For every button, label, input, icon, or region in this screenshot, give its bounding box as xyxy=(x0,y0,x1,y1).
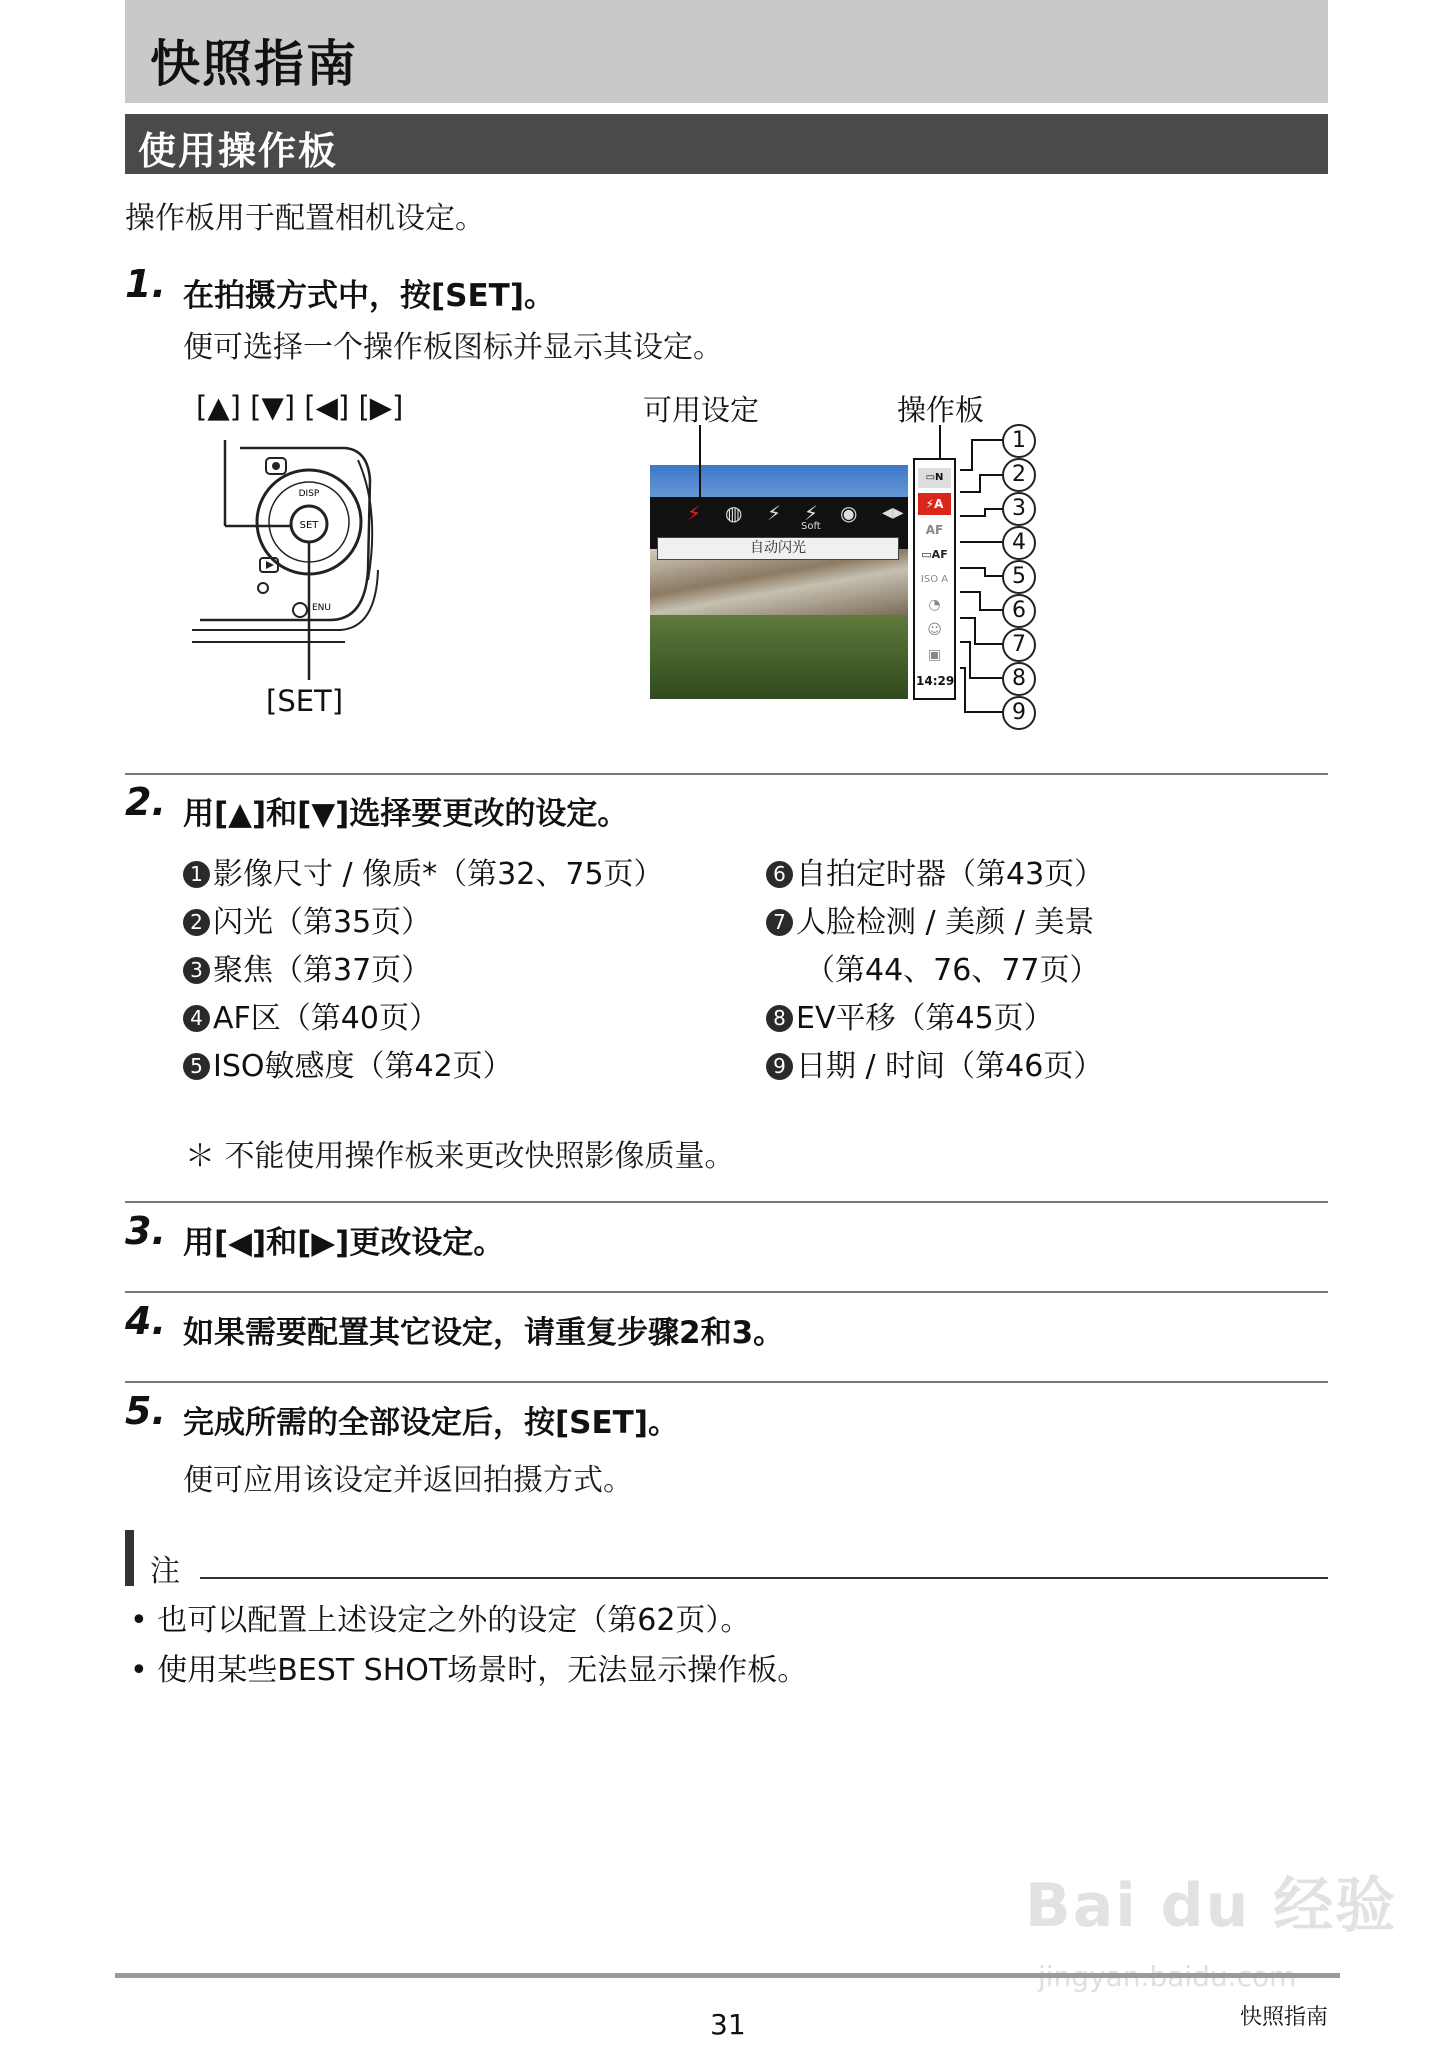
scroll-arrows-icon: ◀▶ xyxy=(882,505,904,521)
panel-number-1: 1 xyxy=(1002,424,1036,458)
step-1-number: 1. xyxy=(125,262,166,306)
control-panel-label: 操作板 xyxy=(897,393,985,427)
note-item: • 使用某些BEST SHOT场景时，无法显示操作板。 xyxy=(130,1653,808,1688)
step-5-title: 完成所需的全部设定后，按[SET]。 xyxy=(183,1405,679,1441)
redeye-icon: ◍ xyxy=(725,501,743,525)
chapter-title: 快照指南 xyxy=(150,35,358,93)
option-image-size: 1 影像尺寸 / 像质*（第32、75页） xyxy=(183,849,664,893)
panel-icon-ev-shift: ▣ xyxy=(927,647,942,663)
panel-number-9: 9 xyxy=(1002,696,1036,730)
footnote: ＊ 不能使用操作板来更改快照影像质量。 xyxy=(185,1139,735,1174)
menu-text: ENU xyxy=(312,603,332,613)
panel-icon-self-timer: ◔ xyxy=(928,597,941,613)
disp-text: DISP xyxy=(298,489,320,499)
option-flash: 2 闪光（第35页） xyxy=(183,897,431,941)
option-ev-shift: 8 EV平移（第45页） xyxy=(766,993,1054,1037)
step-4-title: 如果需要配置其它设定，请重复步骤2和3。 xyxy=(183,1315,785,1351)
panel-number-3: 3 xyxy=(1002,492,1036,526)
step-1-desc: 便可选择一个操作板图标并显示其设定。 xyxy=(183,330,723,365)
option-self-timer: 6 自拍定时器（第43页） xyxy=(766,849,1104,893)
step-4-number: 4. xyxy=(125,1299,166,1343)
setting-name-box: 自动闪光 xyxy=(657,537,899,560)
panel-number-4: 4 xyxy=(1002,526,1036,560)
panel-number-5: 5 xyxy=(1002,560,1036,594)
option-iso: 5 ISO敏感度（第42页） xyxy=(183,1041,513,1085)
set-key-label: [SET] xyxy=(266,684,344,718)
panel-number-8: 8 xyxy=(1002,662,1036,696)
flash-on-icon: ⚡ xyxy=(767,501,782,525)
panel-number-7: 7 xyxy=(1002,628,1036,662)
step-5-number: 5. xyxy=(125,1389,166,1433)
panel-icon-date-time: 14:29 xyxy=(916,674,955,688)
panel-icon-af-area: ▭AF xyxy=(921,548,948,561)
divider xyxy=(125,1291,1328,1293)
intro-text: 操作板用于配置相机设定。 xyxy=(125,201,485,236)
available-settings-label: 可用设定 xyxy=(643,393,760,427)
flash-auto-icon: ⚡ xyxy=(687,501,702,525)
step-3-title: 用[◀]和[▶]更改设定。 xyxy=(183,1225,505,1261)
step-5-desc: 便可应用该设定并返回拍摄方式。 xyxy=(183,1463,633,1498)
option-face-detect-pages: （第44、76、77页） xyxy=(805,953,1100,988)
panel-icon-image-size: ▭N xyxy=(918,468,951,488)
camera-back-illustration xyxy=(180,420,390,680)
step-1-title: 在拍摄方式中，按[SET]。 xyxy=(183,278,555,314)
soft-text: Soft xyxy=(801,521,821,532)
page-number: 31 xyxy=(710,2008,746,2041)
set-button-text: SET xyxy=(299,520,319,531)
panel-icon-focus: AF xyxy=(925,523,944,537)
step-2-title: 用[▲]和[▼]选择要更改的设定。 xyxy=(183,796,629,832)
divider xyxy=(125,1201,1328,1203)
panel-number-2: 2 xyxy=(1002,458,1036,492)
panel-icon-flash: ⚡A xyxy=(918,493,951,515)
option-af-area: 4 AF区（第40页） xyxy=(183,993,439,1037)
footer-chapter-label: 快照指南 xyxy=(1240,2005,1329,2030)
flash-soft-icon: ⚡ xyxy=(804,501,819,525)
arrow-keys-label: [▲] [▼] [◀] [▶] xyxy=(196,390,404,424)
panel-icon-iso: ISO A xyxy=(920,574,949,585)
step-2-number: 2. xyxy=(125,780,166,824)
panel-number-6: 6 xyxy=(1002,594,1036,628)
panel-icon-face-detect: ☺ xyxy=(927,622,942,638)
step-3-number: 3. xyxy=(125,1209,166,1253)
option-date-time: 9 日期 / 时间（第46页） xyxy=(766,1041,1103,1085)
figure-leader-lines xyxy=(690,420,1050,740)
note-item: • 也可以配置上述设定之外的设定（第62页）。 xyxy=(130,1603,751,1638)
option-focus: 3 聚焦（第37页） xyxy=(183,945,431,989)
footer-rule xyxy=(115,1973,1340,1978)
flash-off-icon: ◉ xyxy=(840,501,858,525)
divider xyxy=(125,773,1328,775)
divider xyxy=(125,1381,1328,1383)
note-rule xyxy=(200,1577,1328,1579)
section-title: 使用操作板 xyxy=(138,129,339,173)
note-marker xyxy=(125,1530,134,1586)
option-face-detect: 7 人脸检测 / 美颜 / 美景 xyxy=(766,897,1094,941)
baidu-watermark-logo: Bai du 经验 xyxy=(1025,1871,1398,1941)
note-title: 注 xyxy=(150,1554,180,1589)
